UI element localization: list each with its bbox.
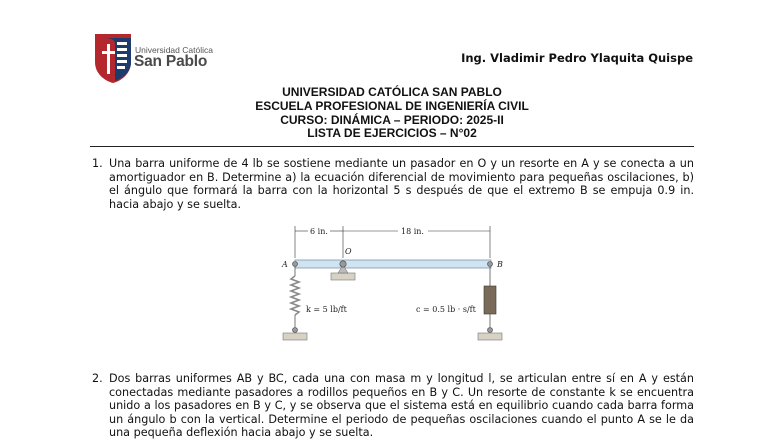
label-B: B bbox=[497, 260, 503, 269]
problem-2 bbox=[92, 372, 694, 440]
damper-coefficient-label: c = 0.5 lb · s/ft bbox=[416, 305, 476, 314]
dimension-right-label: 18 in. bbox=[401, 227, 424, 236]
problem-1-figure bbox=[270, 220, 510, 342]
damper-support-base bbox=[478, 333, 502, 340]
document-header bbox=[0, 86, 784, 141]
author-name: Ing. Vladimir Pedro Ylaquita Quispe bbox=[461, 51, 693, 65]
problem-1 bbox=[92, 157, 694, 211]
label-O: O bbox=[345, 247, 352, 256]
university-title: UNIVERSIDAD CATÓLICA SAN PABLO bbox=[282, 85, 502, 99]
bar-spring-damper-diagram bbox=[270, 220, 510, 342]
problem-text: Dos barras uniformes AB y BC, cada una con masa m y longitud l, se articulan entre sí en A y están conectadas mediante pasadores a rodillos pequeños en B y C. Un resorte de constante k se encuentra unido a los pasadores en B y C, y se observa que el sistema está en equilibrio cuando cada barra forma un ángulo b con la vertical. Determine el periodo de pequeñas oscilaciones cuando el punto A se le da una pequeña deflexión hacia abajo y se suelta. bbox=[109, 372, 694, 440]
logo-university-line: Universidad Católica bbox=[135, 45, 213, 55]
pin-O bbox=[340, 261, 346, 267]
uniform-bar bbox=[295, 260, 491, 268]
spring-constant-label: k = 5 lb/ft bbox=[306, 305, 347, 314]
school-title: ESCUELA PROFESIONAL DE INGENIERÍA CIVIL bbox=[255, 98, 529, 113]
problem-number: 1. bbox=[92, 157, 103, 170]
problem-text: Una barra uniforme de 4 lb se sostiene mediante un pasador en O y un resorte en A y se conecta a un amortiguador en B. Determine a) la ecuación diferencial de movimiento para pequeñas oscilaciones, b) el ángulo que formará la barra con la horizontal 5 s después de que el extremo B se empuja 0.9 in. hacia abajo y se suelta. bbox=[109, 157, 694, 211]
header-divider bbox=[90, 146, 694, 147]
spring-support-base bbox=[283, 333, 307, 340]
university-logo bbox=[93, 32, 223, 84]
course-title: CURSO: DINÁMICA – PERIODO: 2025-II bbox=[280, 112, 504, 127]
spring bbox=[291, 276, 299, 315]
dimension-left-label: 6 in. bbox=[310, 227, 328, 236]
exercise-list-title: LISTA DE EJERCICIOS – N°02 bbox=[307, 126, 477, 141]
pin-support-base bbox=[331, 273, 355, 280]
damper bbox=[484, 286, 496, 314]
pin-A bbox=[293, 262, 298, 267]
logo-campus-name: San Pablo bbox=[134, 53, 208, 70]
pin-B bbox=[488, 262, 493, 267]
problem-number: 2. bbox=[92, 372, 103, 385]
shield-icon bbox=[93, 32, 133, 84]
label-A: A bbox=[282, 260, 288, 269]
